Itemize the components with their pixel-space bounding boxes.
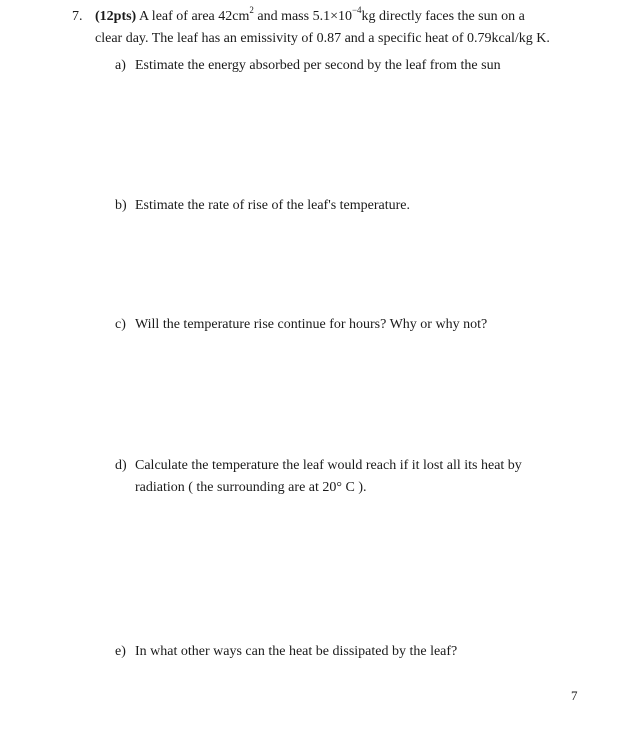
part-a [115,55,575,77]
part-text: In what other ways can the heat be dissipated by the leaf? [135,644,458,659]
part-label: e) [115,644,126,659]
part-text: Estimate the rate of rise of the leaf's temperature. [135,198,411,213]
part-label: c) [115,317,126,332]
part-label: b) [115,198,127,213]
question-header [72,6,592,50]
part-label: d) [115,458,127,473]
part-d [115,455,575,499]
question-text-a: A leaf of area 42cm [136,9,250,24]
part-e [115,641,575,663]
part-text [135,455,565,499]
question-points: (12pts) [95,9,137,24]
question-line-2: clear day. The leaf has an emissivity of 0.87 and a specific heat of 0.79kcal/kg K. [95,31,550,46]
question-text-c: kg directly faces the sun on a [361,9,525,24]
part-d-line-1: Calculate the temperature the leaf would reach if it lost all its heat by [135,458,522,473]
question-number: 7. [72,9,83,24]
part-c [115,314,575,336]
part-text: Estimate the energy absorbed per second by the leaf from the sun [135,58,501,73]
question-text-b: and mass 5.1×10 [253,9,352,24]
area-exponent: 2 [249,5,254,16]
part-text: Will the temperature rise continue for hours? Why or why not? [135,317,488,332]
part-b [115,195,575,217]
mass-exponent: −4 [351,5,362,16]
part-label: a) [115,58,126,73]
page-number: 7 [571,688,578,703]
part-d-line-2: radiation ( the surrounding are at 20° C ). [135,480,367,495]
question-text [95,6,592,50]
